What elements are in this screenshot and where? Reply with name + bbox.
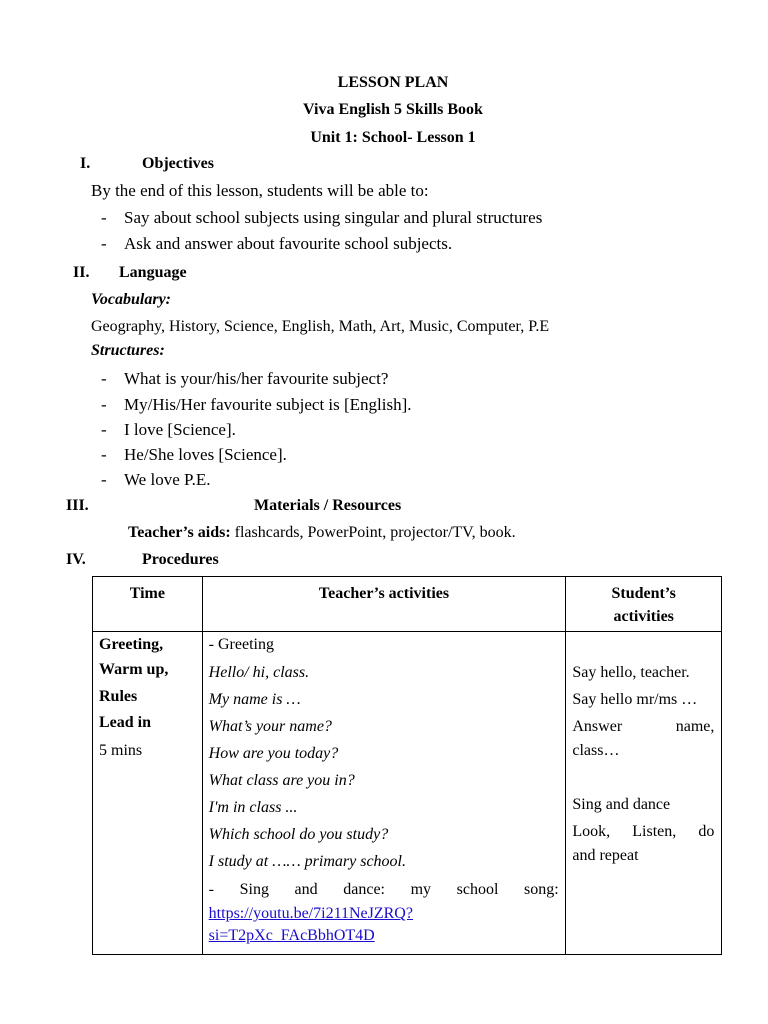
objectives-intro: By the end of this lesson, students will be able to: (91, 181, 429, 200)
vocabulary-list: Geography, History, Science, English, Math, Art, Music, Computer, P.E (91, 318, 550, 335)
document-title: LESSON PLAN (337, 74, 449, 91)
structures-label: Structures: (91, 342, 165, 359)
materials-numeral: III. (66, 497, 89, 514)
song-instruction: - Sing and dance: my school song: (208, 881, 559, 898)
objectives-heading: Objectives (142, 155, 214, 172)
song-link[interactable]: https://youtu.be/7i211NeJZRQ? (208, 905, 413, 922)
teacher-greeting: - Greeting (208, 636, 274, 653)
bullet-dash: - (101, 234, 107, 253)
time-label: Lead in (99, 714, 152, 731)
objectives-numeral: I. (80, 155, 91, 172)
time-label: Greeting, (99, 636, 164, 653)
procedures-table (92, 576, 722, 955)
student-activities-cell (566, 632, 722, 955)
teacher-line: How are you today? (208, 745, 339, 762)
teacher-line: Hello/ hi, class. (208, 664, 310, 681)
structure-text: He/She loves [Science]. (124, 445, 287, 464)
teacher-aids-list: flashcards, PowerPoint, projector/TV, book. (230, 524, 516, 541)
time-label: Rules (99, 688, 138, 705)
book-title: Viva English 5 Skills Book (303, 101, 483, 118)
materials-heading: Materials / Resources (254, 497, 402, 514)
table-header-row (93, 577, 722, 632)
bullet-dash: - (101, 420, 107, 439)
bullet-dash: - (101, 445, 107, 464)
language-heading: Language (119, 264, 187, 281)
time-cell (93, 632, 203, 955)
teacher-activities-cell (202, 632, 566, 955)
unit-title: Unit 1: School- Lesson 1 (310, 129, 476, 146)
header-student: Student’s activities (566, 577, 722, 632)
teacher-line: What class are you in? (208, 772, 355, 789)
procedures-numeral: IV. (66, 551, 86, 568)
student-line: class… (572, 742, 620, 759)
objective-text: Say about school subjects using singular and plural structures (124, 208, 543, 227)
student-line: Say hello, teacher. (572, 664, 690, 681)
structure-text: What is your/his/her favourite subject? (124, 369, 389, 388)
teacher-line: I study at …… primary school. (208, 853, 406, 870)
bullet-dash: - (101, 395, 107, 414)
song-link-continued[interactable]: si=T2pXc_FAcBbhOT4D (208, 927, 375, 944)
student-line: Answer name, (572, 718, 715, 735)
duration: 5 mins (99, 742, 143, 759)
header-teacher: Teacher’s activities (202, 577, 566, 632)
structure-text: My/His/Her favourite subject is [English]. (124, 395, 412, 414)
teacher-aids-label: Teacher’s aids: (128, 524, 231, 541)
language-numeral: II. (73, 264, 90, 281)
student-line: and repeat (572, 847, 639, 864)
header-time: Time (93, 577, 203, 632)
structure-text: I love [Science]. (124, 420, 236, 439)
bullet-dash: - (101, 369, 107, 388)
vocabulary-label: Vocabulary: (91, 291, 171, 308)
time-label: Warm up, (99, 661, 169, 678)
teacher-line: Which school do you study? (208, 826, 389, 843)
bullet-dash: - (101, 208, 107, 227)
bullet-dash: - (101, 470, 107, 489)
teacher-line: What’s your name? (208, 718, 332, 735)
structure-text: We love P.E. (124, 470, 211, 489)
teacher-aids (128, 523, 516, 543)
objective-text: Ask and answer about favourite school subjects. (124, 234, 453, 253)
student-line: Look, Listen, do (572, 823, 715, 840)
student-line: Sing and dance (572, 796, 671, 813)
student-line: Say hello mr/ms … (572, 691, 698, 708)
table-row (93, 632, 722, 955)
procedures-heading: Procedures (142, 551, 219, 568)
teacher-line: I'm in class ... (208, 799, 298, 816)
teacher-line: My name is … (208, 691, 301, 708)
